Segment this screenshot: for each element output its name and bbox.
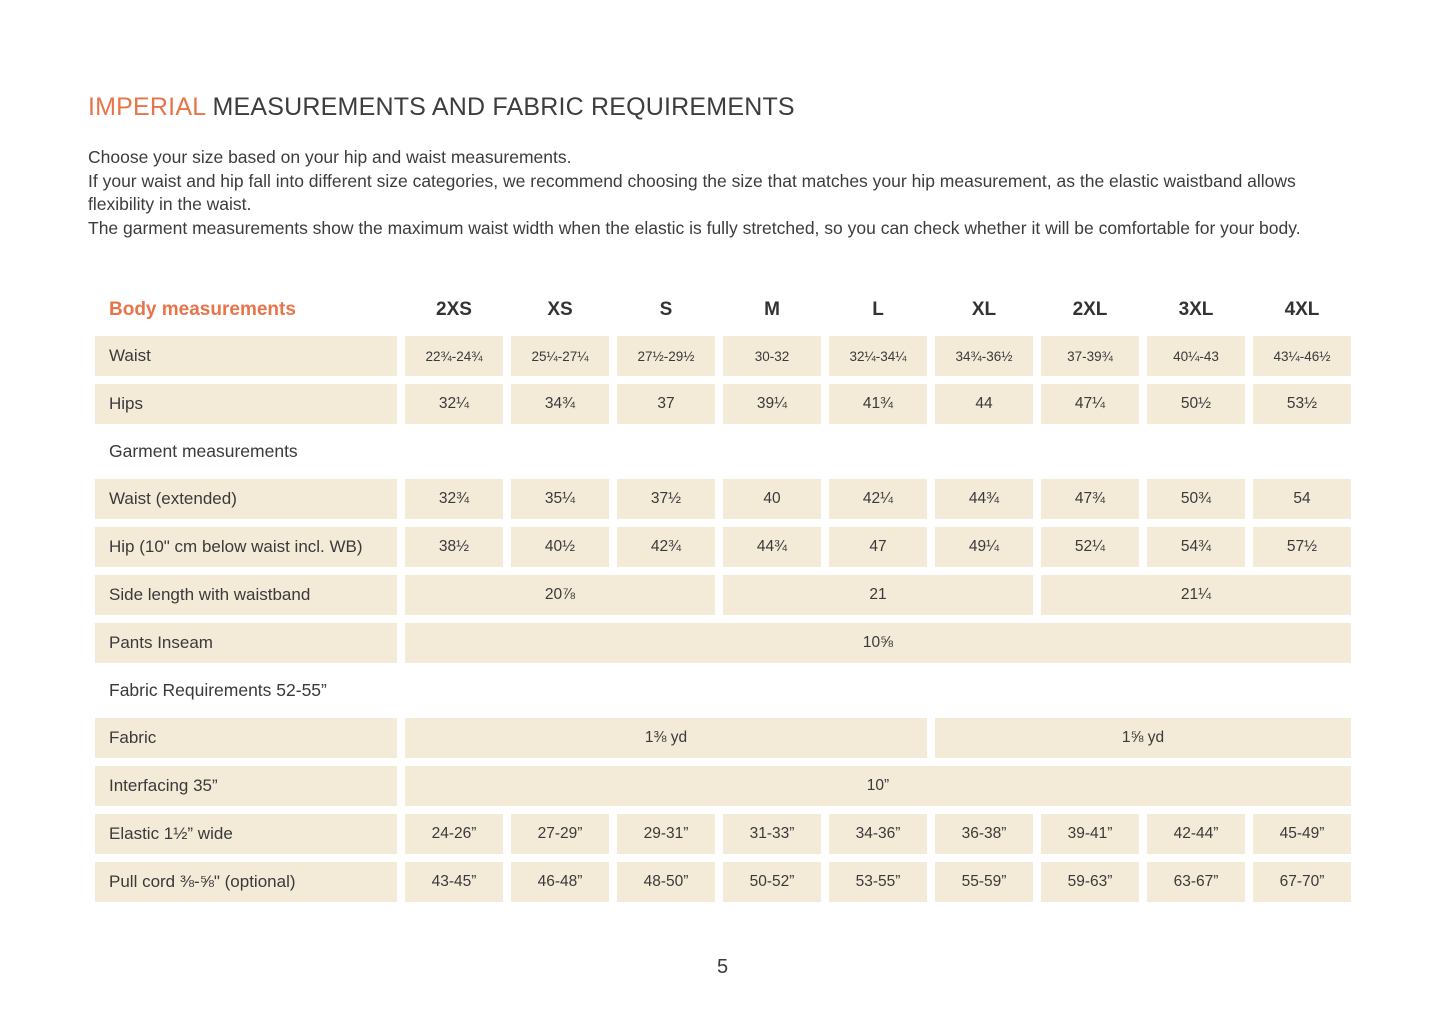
row-label: Pants Inseam <box>95 623 397 663</box>
table-cell: 36-38” <box>935 814 1033 854</box>
table-cell: 34-36” <box>829 814 927 854</box>
table-cell: 50¾ <box>1147 479 1245 519</box>
section-header: Fabric Requirements 52-55” <box>95 671 1351 710</box>
table-cell: 53-55” <box>829 862 927 902</box>
section-header: Garment measurements <box>95 432 1351 471</box>
intro-paragraph: If your waist and hip fall into different size categories, we recommend choosing the size that matches your hip measurement, as the elastic waistband allows flexibility in the waist. <box>88 170 1296 215</box>
table-cell: 1⅜ yd <box>405 718 927 758</box>
table-cell: 54¾ <box>1147 527 1245 567</box>
table-cell: 37 <box>617 384 715 424</box>
table-cell: 67-70” <box>1253 862 1351 902</box>
table-cell: 1⅝ yd <box>935 718 1351 758</box>
table-cell: 50½ <box>1147 384 1245 424</box>
page-number: 5 <box>716 956 729 978</box>
table-cell: 40 <box>723 479 821 519</box>
table-cell: 42¼ <box>829 479 927 519</box>
table-cell: 59-63” <box>1041 862 1139 902</box>
intro-text <box>88 146 1338 240</box>
row-label: Fabric <box>95 718 397 758</box>
column-header-3xl: 3XL <box>1178 299 1214 320</box>
table-cell: 24-26” <box>405 814 503 854</box>
title-rest: MEASUREMENTS AND FABRIC REQUIREMENTS <box>205 93 795 121</box>
table-cell: 63-67” <box>1147 862 1245 902</box>
table-cell: 34¾ <box>511 384 609 424</box>
table-cell: 27½-29½ <box>617 336 715 376</box>
table-cell: 54 <box>1253 479 1351 519</box>
table-cell: 37½ <box>617 479 715 519</box>
table-cell: 25¼-27¼ <box>511 336 609 376</box>
table-cell: 10” <box>405 766 1351 806</box>
table-cell: 50-52” <box>723 862 821 902</box>
table-cell: 38½ <box>405 527 503 567</box>
table-cell: 32¾ <box>405 479 503 519</box>
table-cell: 22¾-24¾ <box>405 336 503 376</box>
table-cell: 20⅞ <box>405 575 715 615</box>
row-label: Elastic 1½” wide <box>95 814 397 854</box>
table-header-label: Body measurements <box>109 299 296 320</box>
table-cell: 41¾ <box>829 384 927 424</box>
table-cell: 48-50” <box>617 862 715 902</box>
table-cell: 55-59” <box>935 862 1033 902</box>
table-cell: 39-41” <box>1041 814 1139 854</box>
intro-paragraph: The garment measurements show the maximum waist width when the elastic is fully stretched, so you can check whether it will be comfortable for your body. <box>88 217 1301 238</box>
table-cell: 32¼ <box>405 384 503 424</box>
table-cell: 49¼ <box>935 527 1033 567</box>
row-label: Waist (extended) <box>95 479 397 519</box>
row-label: Pull cord ⅜-⅝" (optional) <box>95 862 397 902</box>
table-cell: 43-45” <box>405 862 503 902</box>
table-cell: 47¾ <box>1041 479 1139 519</box>
table-cell: 40½ <box>511 527 609 567</box>
table-cell: 34¾-36½ <box>935 336 1033 376</box>
column-header-l: L <box>872 299 884 320</box>
column-header-m: M <box>764 299 780 320</box>
table-cell: 46-48” <box>511 862 609 902</box>
table-cell: 21¼ <box>1041 575 1351 615</box>
table-cell: 21 <box>723 575 1033 615</box>
table-cell: 45-49” <box>1253 814 1351 854</box>
table-cell: 27-29” <box>511 814 609 854</box>
row-label: Waist <box>95 336 397 376</box>
row-label: Interfacing 35” <box>95 766 397 806</box>
table-cell: 40¼-43 <box>1147 336 1245 376</box>
table-cell: 42¾ <box>617 527 715 567</box>
table-cell: 44¾ <box>723 527 821 567</box>
table-cell: 53½ <box>1253 384 1351 424</box>
table-cell: 47¼ <box>1041 384 1139 424</box>
table-cell: 37-39¾ <box>1041 336 1139 376</box>
table-cell: 39¼ <box>723 384 821 424</box>
title-highlight: IMPERIAL <box>88 93 206 121</box>
table-cell: 30-32 <box>723 336 821 376</box>
page-title <box>88 93 795 122</box>
table-cell: 43¼-46½ <box>1253 336 1351 376</box>
column-header-2xl: 2XL <box>1072 299 1108 320</box>
table-cell: 35¼ <box>511 479 609 519</box>
size-table <box>95 292 1351 902</box>
intro-paragraph: Choose your size based on your hip and waist measurements. <box>88 147 572 167</box>
column-header-xs: XS <box>547 299 573 320</box>
table-cell: 52¼ <box>1041 527 1139 567</box>
row-label: Side length with waistband <box>95 575 397 615</box>
table-cell: 57½ <box>1253 527 1351 567</box>
row-label: Hip (10" cm below waist incl. WB) <box>95 527 397 567</box>
table-cell: 29-31” <box>617 814 715 854</box>
table-cell: 47 <box>829 527 927 567</box>
table-cell: 32¼-34¼ <box>829 336 927 376</box>
column-header-4xl: 4XL <box>1284 299 1320 320</box>
table-cell: 44 <box>935 384 1033 424</box>
column-header-2xs: 2XS <box>436 299 472 320</box>
column-header-s: S <box>659 299 673 320</box>
column-header-xl: XL <box>971 299 997 320</box>
table-cell: 44¾ <box>935 479 1033 519</box>
table-cell: 31-33” <box>723 814 821 854</box>
table-cell: 10⅝ <box>405 623 1351 663</box>
table-cell: 42-44” <box>1147 814 1245 854</box>
row-label: Hips <box>95 384 397 424</box>
